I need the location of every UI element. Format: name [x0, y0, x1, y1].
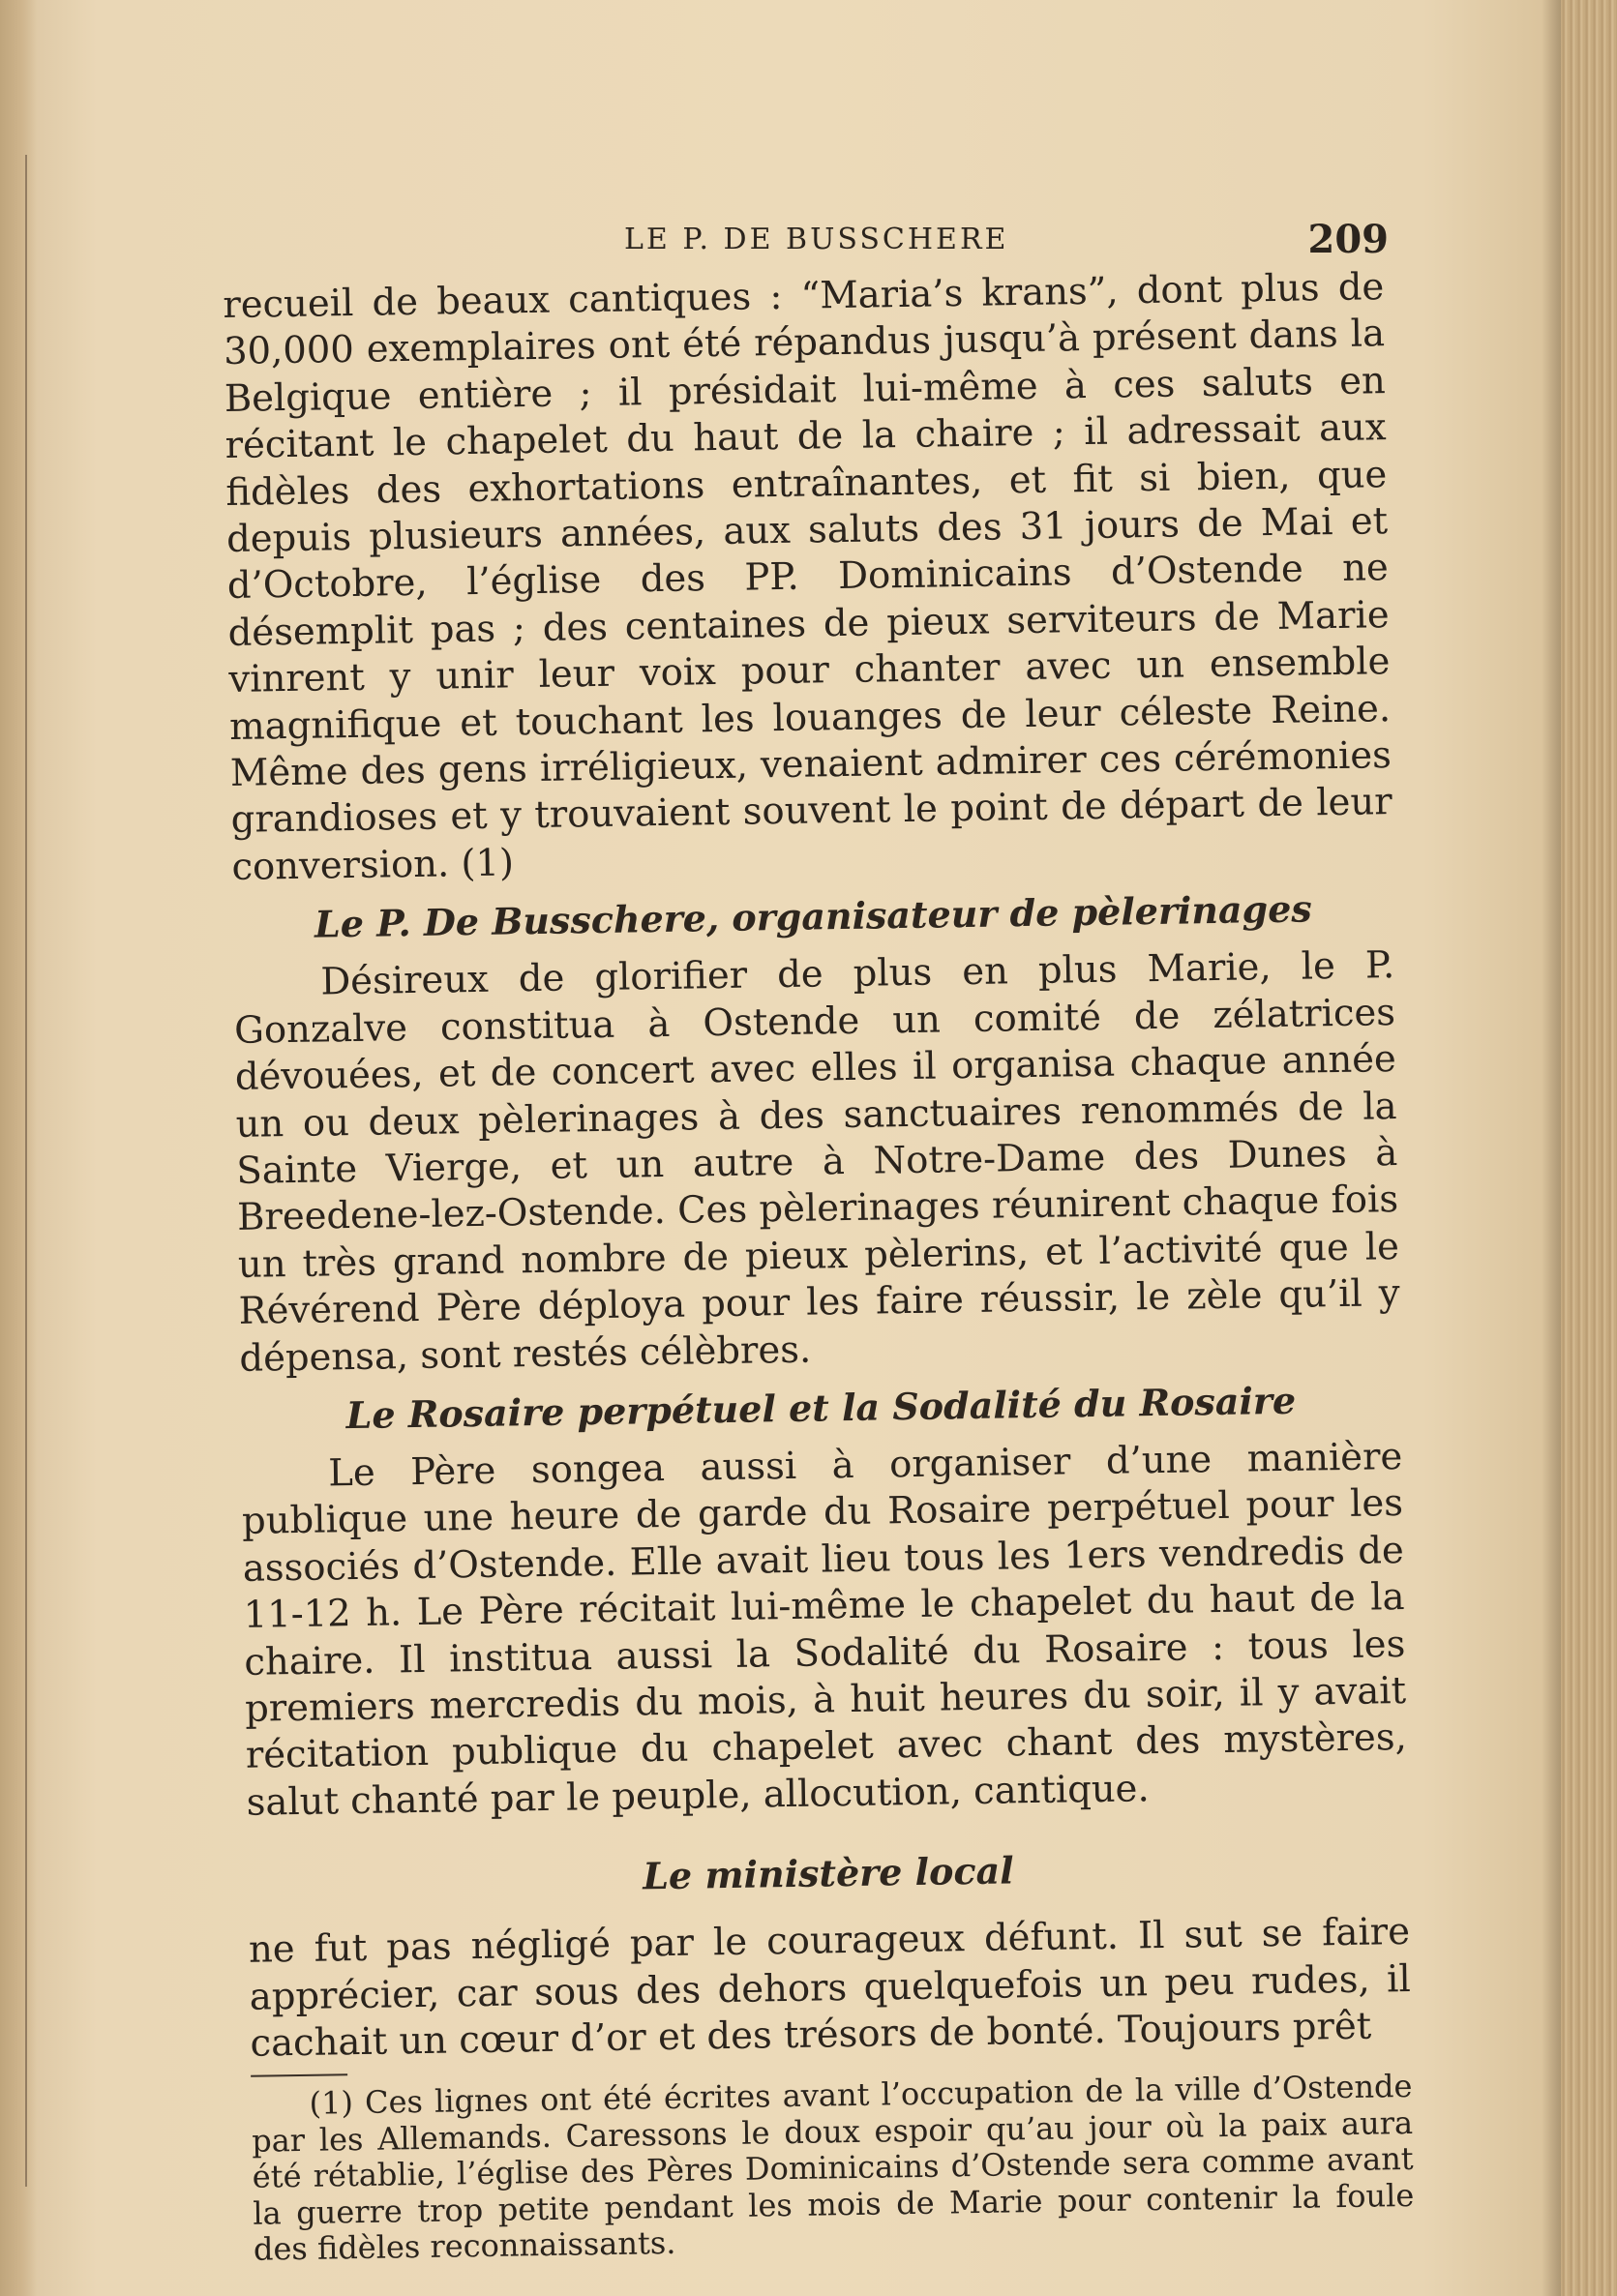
heading-pelerinages: Le P. De Busschere, organisateur de pèlerinages: [314, 886, 1313, 946]
page-gutter-left: [0, 0, 37, 2296]
footnote: (1) Ces lignes ont été écrites avant l’occupation de la ville d’Ostende par les Allemands. Caressons le doux espoir qu’au jour où la paix aura été rétablie, l’église des Pères Dominicains d’Ostende sera comme avant la guerre trop petite pendant les mois de Marie pour contenir la foule des fidèles reconnaissants.: [251, 2068, 1415, 2269]
page-stack-edge-right: [1561, 0, 1617, 2296]
paragraph-pelerinages: Désireux de glorifier de plus en plus Marie, le P. Gonzalve constitua à Ostende un comité de zélatrices dévouées, et de concert avec elles il organisa chaque année un ou deux pèlerinages à des sanctuaires renommés de la Sainte Vierge, et un autre à Notre-Dame des Dunes à Breedene-lez-Ostende. Ces pèlerinages réunirent chaque fois un très grand nombre de pieux pèlerins, et l’activité que le Révérend Père déploya pour les faire réussir, le zèle qu’il y dépensa, sont restés célèbres.: [233, 943, 1400, 1381]
page-edge-shadow: [1542, 0, 1561, 2296]
text-block: [223, 264, 1415, 2269]
page-number: 209: [1307, 217, 1389, 262]
paragraph-cantiques: recueil de beaux cantiques : “Maria’s krans”, dont plus de 30,000 exemplaires ont été répandus jusqu’à présent dans la Belgique entière ; il présidait lui-même à ces saluts en récitant le chapelet du haut de la chaire ; il adressait aux fidèles des exhortations entraînantes, et fit si bien, que depuis plusieurs années, aux saluts des 31 jours de Mai et d’Octobre, l’église des PP. Dominicains d’Ostende ne désemplit pas ; des centaines de pieux serviteurs de Marie vinrent y unir leur voix pour chanter avec un ensemble magnifique et touchant les louanges de leur céleste Reine. Même des gens irréligieux, venaient admirer ces cérémonies grandioses et y trouvaient souvent le point de départ de leur conversion. (1): [223, 265, 1392, 889]
paragraph-rosaire: Le Père songea aussi à organiser d’une manière publique une heure de garde du Rosaire perpétuel pour les associés d’Ostende. Elle avait lieu tous les 1ers vendredis de 11-12 h. Le Père récitait lui-même le chapelet du haut de la chaire. Il institua aussi la Sodalité du Rosaire : tous les premiers mercredis du mois, à huit heures du soir, il y avait récitation publique du chapelet avec chant des mystères, salut chanté par le peuple, allocution, cantique.: [241, 1434, 1408, 1825]
paragraph-ministere: ne fut pas négligé par le courageux défunt. Il sut se faire apprécier, car sous des dehors quelquefois un peu rudes, il cachait un cœur d’or et des trésors de bonté. Toujours prêt: [248, 1910, 1412, 2066]
heading-rosaire: Le Rosaire perpétuel et la Sodalité du Rosaire: [345, 1378, 1297, 1438]
running-title: LE P. DE BUSSCHERE: [624, 223, 1009, 256]
heading-ministere: Le ministère local: [642, 1848, 1014, 1898]
page-header: [242, 217, 1389, 269]
footnote-rule: [251, 2074, 347, 2078]
binding-line: [25, 155, 27, 2187]
